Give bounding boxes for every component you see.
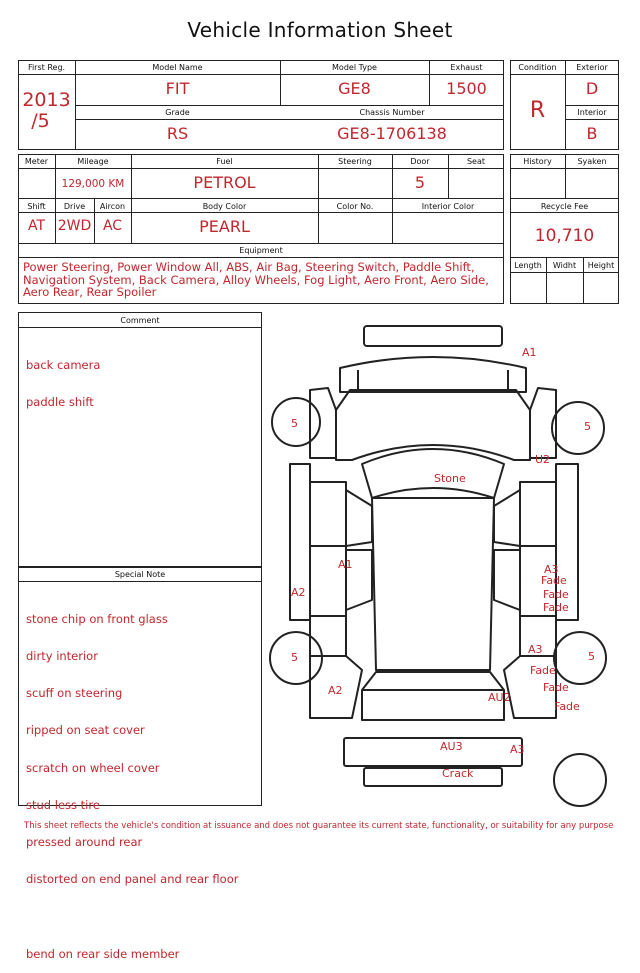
damage-right-quarter-fade: Fade	[554, 700, 580, 713]
damage-right-rear-door-fade: Fade	[541, 574, 567, 587]
width-label: Widht	[552, 261, 577, 270]
first-reg-label: First Reg.	[27, 63, 66, 72]
damage-right-quarter-fade: Fade	[543, 681, 569, 694]
special-note-label: Special Note	[114, 570, 166, 579]
mileage-label: Mileage	[77, 157, 109, 166]
length-label: Length	[514, 261, 542, 270]
note-line: stone chip on front glass	[26, 611, 168, 626]
damage-right-rear-door-a3: A3	[544, 563, 559, 576]
condition-grade: R	[529, 98, 546, 123]
note-line: bend on rear side member	[26, 946, 180, 961]
note-line: scratch on wheel cover	[26, 760, 160, 775]
damage-right-quarter-a3: A3	[528, 643, 543, 656]
damage-left-front-door: A1	[338, 558, 353, 571]
disclaimer-footer: This sheet reflects the vehicle's condition at issuance and does not guarantee its current state, functionality, or suitability for any purpose	[24, 821, 614, 831]
syaken-label: Syaken	[577, 157, 607, 166]
shift-value: AT	[27, 218, 46, 234]
roof-outline	[372, 498, 494, 670]
damage-rear-bumper-crack: Crack	[442, 767, 474, 780]
fuel-label: Fuel	[216, 157, 233, 166]
recycle-fee-value: 10,710	[534, 226, 595, 246]
note-line	[26, 911, 238, 923]
first-reg-year: 2013	[22, 89, 71, 111]
left-front-fender	[310, 388, 336, 458]
note-line: stud less tire	[26, 797, 100, 812]
damage-right-rear-door-fade: Fade	[543, 588, 569, 601]
model-type-label: Model Type	[332, 63, 377, 72]
damage-rear-panel: AU2	[488, 691, 511, 704]
note-line: ripped on seat cover	[26, 723, 145, 738]
grade-value: RS	[166, 124, 189, 143]
chassis-label: Chassis Number	[359, 108, 425, 117]
comment-lines	[26, 334, 100, 421]
spare-tire	[554, 754, 606, 806]
page-title: Vehicle Information Sheet	[187, 18, 453, 42]
note-line: pressed around rear	[26, 835, 143, 850]
drive-value: 2WD	[57, 218, 92, 234]
first-reg-month: /5	[31, 110, 50, 132]
special-note-lines	[26, 588, 238, 973]
chassis-value: GE8-1706138	[337, 124, 447, 143]
meter-label: Meter	[24, 157, 49, 166]
equipment-list: Power Steering, Power Window All, ABS, Air Bag, Steering Switch, Paddle Shift, Navigation System, Back Camera, Alloy Wheels, Fog Light, Aero Front, Aero Side, Aero Rear, Rear Spoiler	[23, 260, 489, 299]
rear-end-panel-outline	[364, 768, 502, 786]
comment-line: paddle shift	[26, 395, 94, 410]
exhaust-value: 1500	[446, 79, 487, 98]
shift-label: Shift	[27, 202, 46, 211]
note-line: distorted on end panel and rear floor	[26, 872, 239, 887]
comment-line: back camera	[26, 357, 101, 372]
windshield-outline	[362, 449, 504, 498]
damage-left-quarter: A2	[328, 684, 343, 697]
condition-label: Condition	[518, 63, 557, 72]
rear-bumper-outline	[344, 738, 522, 766]
interior-grade: B	[586, 124, 598, 143]
front-right-tire	[552, 402, 604, 454]
damage-tire-rear-left: 5	[291, 651, 298, 664]
left-quarter-outline	[310, 616, 346, 656]
mileage-value: 129,000 KM	[61, 178, 125, 190]
model-name-value: FIT	[165, 79, 190, 98]
door-label: Door	[410, 157, 430, 166]
color-no-label: Color No.	[336, 202, 374, 211]
door-value: 5	[414, 173, 426, 192]
interior-color-label: Interior Color	[421, 202, 475, 211]
damage-right-rear-door-fade: Fade	[543, 601, 569, 614]
left-rear-door-outline	[310, 546, 346, 616]
exhaust-label: Exhaust	[450, 63, 483, 72]
damage-rear-bumper-au3: AU3	[440, 740, 463, 753]
exterior-label: Exterior	[576, 63, 608, 72]
equipment-label: Equipment	[239, 246, 283, 255]
rear-right-tire	[554, 632, 606, 684]
body-color-label: Body Color	[202, 202, 247, 211]
damage-rear-bumper-a3: A3	[510, 743, 525, 756]
fuel-value: PETROL	[193, 173, 256, 192]
rear-hatch-outline	[362, 672, 504, 720]
steering-label: Steering	[338, 157, 372, 166]
height-label: Height	[587, 261, 615, 270]
hood-front-outline	[340, 357, 526, 392]
damage-tire-front-left: 5	[291, 417, 298, 430]
damage-tire-front-right: 5	[584, 420, 591, 433]
comment-label: Comment	[120, 316, 160, 325]
recycle-fee-label: Recycle Fee	[540, 202, 589, 211]
damage-tire-rear-right: 5	[588, 650, 595, 663]
aircon-label: Aircon	[99, 202, 126, 211]
drive-label: Drive	[63, 202, 86, 211]
model-type-value: GE8	[338, 79, 371, 98]
damage-front-right-fender: U2	[535, 453, 551, 466]
interior-label: Interior	[577, 108, 607, 117]
damage-windshield: Stone	[434, 472, 466, 485]
damage-right-quarter-fade: Fade	[530, 664, 556, 677]
note-line: dirty interior	[26, 649, 98, 664]
aircon-value: AC	[102, 218, 123, 234]
damage-left-rear-door: A2	[291, 586, 306, 599]
body-color-value: PEARL	[199, 217, 250, 236]
grade-label: Grade	[165, 108, 190, 117]
seat-label: Seat	[466, 157, 486, 166]
damage-front-bumper: A1	[522, 346, 537, 359]
front-bumper-outline	[364, 326, 502, 346]
exterior-grade: D	[585, 79, 599, 98]
right-front-door-outline	[520, 482, 556, 546]
left-front-door-outline	[310, 482, 346, 546]
history-label: History	[523, 157, 552, 166]
note-line: scuff on steering	[26, 686, 123, 701]
model-name-label: Model Name	[152, 63, 203, 72]
